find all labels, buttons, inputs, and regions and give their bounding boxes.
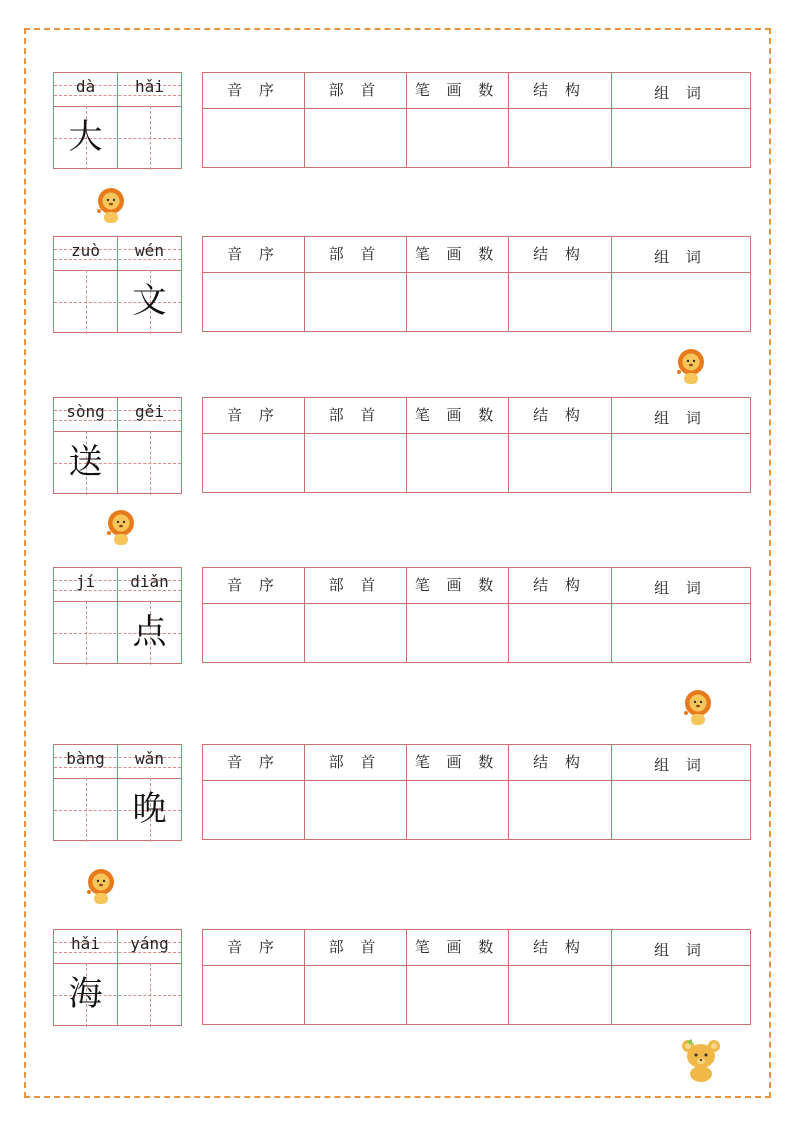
header-jiegou: 结 构 (533, 81, 586, 99)
header-yinxu: 音 序 (227, 576, 280, 594)
pinyin-left: bàng (66, 749, 105, 768)
pinyin-right: hǎi (135, 77, 164, 96)
analysis-table (202, 72, 751, 168)
tianzige-grid (53, 567, 182, 664)
lion-icon (94, 186, 128, 226)
char-left[interactable]: 海 (68, 974, 103, 1014)
header-jiegou: 结 构 (533, 576, 586, 594)
header-bihuashu: 笔 画 数 (414, 576, 500, 594)
analysis-table (202, 567, 751, 663)
header-yinxu: 音 序 (227, 753, 280, 771)
pinyin-left: jí (75, 572, 96, 591)
header-jiegou: 结 构 (533, 245, 586, 263)
lion-icon (674, 347, 708, 387)
header-bushou: 部 首 (328, 245, 382, 263)
word-row (53, 397, 753, 495)
pinyin-right: wén (135, 241, 164, 260)
header-bushou: 部 首 (328, 753, 382, 771)
header-yinxu: 音 序 (227, 81, 280, 99)
word-row (53, 929, 753, 1027)
analysis-table (202, 929, 751, 1025)
header-bihuashu: 笔 画 数 (414, 406, 500, 424)
header-bihuashu: 笔 画 数 (414, 245, 500, 263)
tianzige-grid (53, 929, 182, 1026)
char-left[interactable]: 大 (68, 117, 103, 157)
lion-icon (681, 688, 715, 728)
header-bushou: 部 首 (328, 81, 382, 99)
tianzige-grid (53, 236, 182, 333)
word-row (53, 744, 753, 842)
tianzige-grid (53, 744, 182, 841)
char-right[interactable]: 点 (132, 612, 167, 652)
lion-icon (104, 508, 138, 548)
header-bushou: 部 首 (328, 938, 382, 956)
header-bushou: 部 首 (328, 576, 382, 594)
header-yinxu: 音 序 (227, 938, 280, 956)
header-jiegou: 结 构 (533, 406, 586, 424)
pinyin-right: diǎn (130, 572, 169, 591)
bear-icon (678, 1036, 724, 1082)
pinyin-left: sòng (66, 402, 105, 421)
pinyin-right: gěi (135, 402, 164, 421)
header-zuci: 组 词 (654, 248, 707, 266)
header-zuci: 组 词 (654, 579, 707, 597)
pinyin-left: hǎi (71, 934, 100, 953)
analysis-table (202, 236, 751, 332)
word-row (53, 72, 753, 170)
char-right[interactable]: 文 (132, 281, 167, 321)
lion-icon (84, 867, 118, 907)
pinyin-left: zuò (71, 241, 100, 260)
header-zuci: 组 词 (654, 84, 707, 102)
char-right[interactable]: 晚 (132, 789, 167, 829)
header-zuci: 组 词 (654, 941, 707, 959)
header-zuci: 组 词 (654, 409, 707, 427)
header-zuci: 组 词 (654, 756, 707, 774)
header-jiegou: 结 构 (533, 753, 586, 771)
tianzige-grid (53, 397, 182, 494)
pinyin-left: dà (75, 77, 96, 96)
pinyin-right: yáng (130, 934, 169, 953)
analysis-table (202, 744, 751, 840)
char-left[interactable]: 送 (68, 442, 103, 482)
header-jiegou: 结 构 (533, 938, 586, 956)
word-row (53, 236, 753, 334)
header-bihuashu: 笔 画 数 (414, 81, 500, 99)
header-yinxu: 音 序 (227, 406, 280, 424)
header-yinxu: 音 序 (227, 245, 280, 263)
word-row (53, 567, 753, 665)
pinyin-right: wǎn (135, 749, 164, 768)
header-bihuashu: 笔 画 数 (414, 938, 500, 956)
header-bihuashu: 笔 画 数 (414, 753, 500, 771)
header-bushou: 部 首 (328, 406, 382, 424)
tianzige-grid (53, 72, 182, 169)
analysis-table (202, 397, 751, 493)
